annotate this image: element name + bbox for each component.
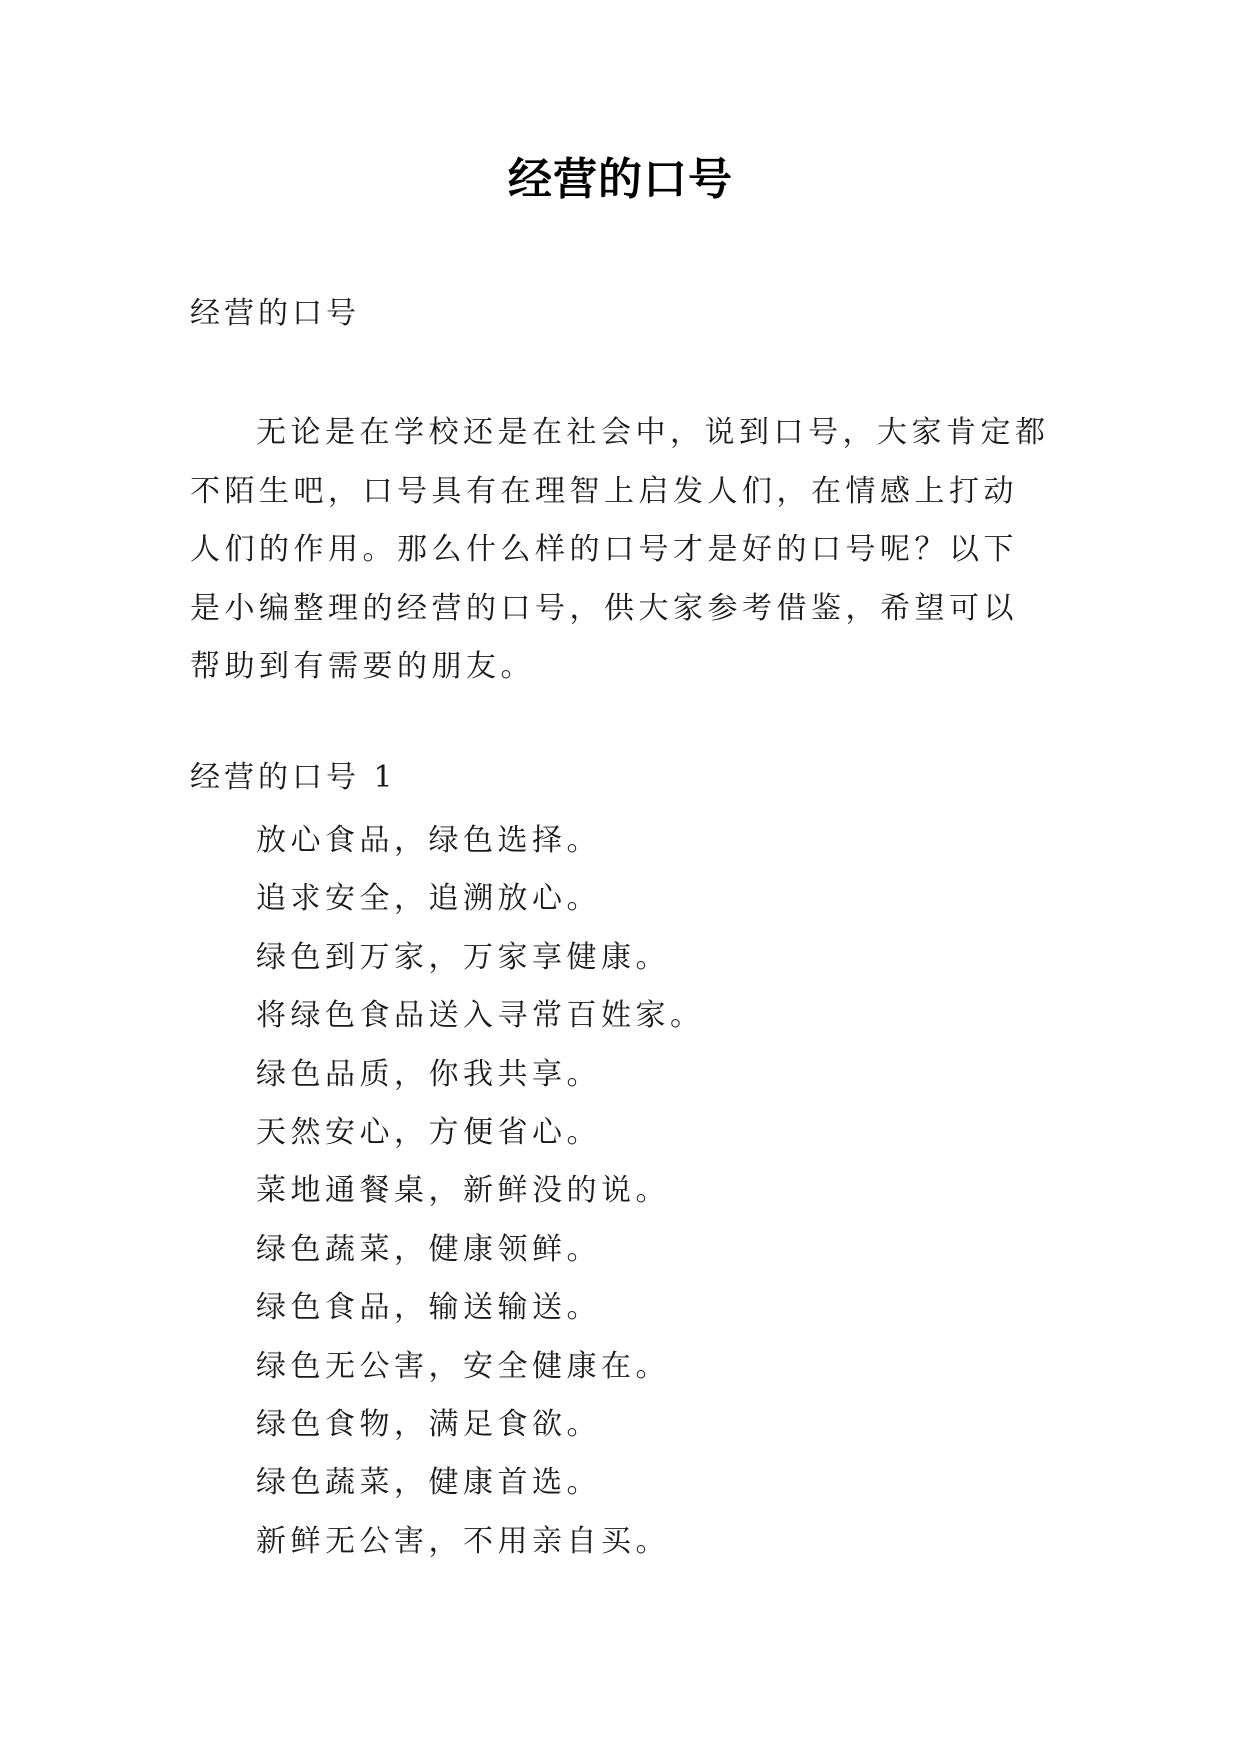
slogan-item: 绿色蔬菜，健康领鲜。 [256, 1231, 601, 1267]
slogan-item: 将绿色食品送入寻常百姓家。 [256, 998, 705, 1034]
slogan-item: 绿色食品，输送输送。 [256, 1290, 601, 1326]
slogan-item: 追求安全，追溯放心。 [256, 881, 601, 917]
slogan-item: 放心食品，绿色选择。 [256, 823, 601, 858]
intro-paragraph: 无论是在学校还是在社会中，说到口号，大家肯定都不陌生吧，口号具有在理智上启发人们，在情感上打动人们的作用。那么什么样的口号才是好的口号呢？以下是小编整理的经营的口号，供大家参考借鉴，希望可以帮助到有需要的朋友。 [190, 415, 1050, 684]
slogan-item: 绿色蔬菜，健康首选。 [256, 1465, 601, 1501]
slogan-list [256, 812, 705, 1571]
slogan-item: 绿色无公害，安全健康在。 [256, 1348, 670, 1384]
slogan-item: 菜地通餐桌，新鲜没的说。 [256, 1173, 670, 1209]
slogan-item: 绿色品质，你我共享。 [256, 1056, 601, 1092]
document-title: 经营的口号 [508, 154, 733, 205]
slogan-item: 绿色到万家，万家享健康。 [256, 939, 670, 975]
slogan-item: 新鲜无公害，不用亲自买。 [256, 1523, 670, 1559]
slogan-item: 天然安心，方便省心。 [256, 1114, 601, 1150]
slogan-item: 绿色食物，满足食欲。 [256, 1406, 601, 1442]
document-subtitle: 经营的口号 [190, 296, 360, 331]
section-heading-1: 经营的口号 1 [190, 760, 397, 795]
